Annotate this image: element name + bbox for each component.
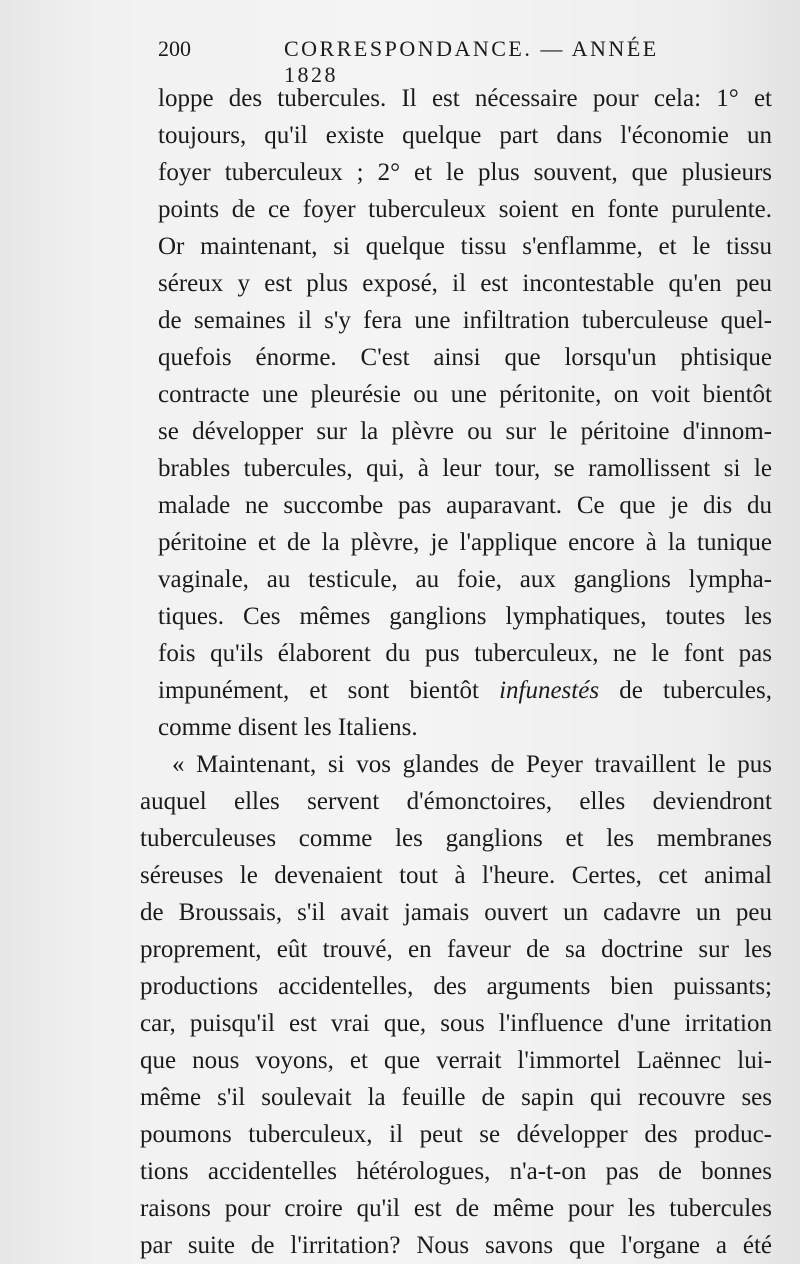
text-line: brables tubercules, qui, à leur tour, se ramollissent si le — [158, 455, 772, 482]
text-line: vaginale, au testicule, au foie, aux ganglions lympha- — [158, 566, 772, 593]
text-line: foyer tuberculeux ; 2° et le plus souvent, que plusieurs — [158, 159, 772, 186]
italic-term: infunestés — [499, 677, 600, 704]
text-line: de semaines il s'y fera une infiltration tuberculeuse quel- — [158, 307, 772, 334]
text-line: toujours, qu'il existe quelque part dans l'économie un — [158, 122, 772, 149]
text-line: que nous voyons, et que verrait l'immortel Laënnec lui- — [140, 1047, 772, 1074]
text-line: malade ne succombe pas auparavant. Ce que je dis du — [158, 492, 772, 519]
paragraph-2 — [140, 746, 772, 1264]
text-line: loppe des tubercules. Il est nécessaire pour cela: 1° et — [158, 85, 772, 112]
running-head — [158, 36, 678, 87]
running-title: CORRESPONDANCE. — ANNÉE 1828 — [284, 36, 659, 87]
text-line: productions accidentelles, des arguments bien puissants; — [140, 973, 772, 1000]
text-line: car, puisqu'il est vrai que, sous l'influence d'une irritation — [140, 1010, 772, 1037]
paragraph-1 — [140, 80, 772, 746]
text-line: contracte une pleurésie ou une péritonite, on voit bientôt — [158, 381, 772, 408]
text-line: proprement, eût trouvé, en faveur de sa doctrine sur les — [140, 936, 772, 963]
text-line-emphasis — [158, 672, 772, 709]
text-line-last: comme disent les Italiens. — [158, 714, 418, 741]
text-line: Or maintenant, si quelque tissu s'enflamme, et le tissu — [158, 233, 772, 260]
text-line: péritoine et de la plèvre, je l'applique encore à la tunique — [158, 529, 772, 556]
text-line: tuberculeuses comme les ganglions et les membranes — [140, 825, 772, 852]
text-line: auquel elles servent d'émonctoires, elles deviendront — [140, 788, 772, 815]
text-run: de tubercules, — [599, 677, 772, 704]
text-run: impunément, et sont bientôt — [158, 677, 500, 704]
text-line: même s'il soulevait la feuille de sapin qui recouvre ses — [140, 1084, 772, 1111]
text-line: fois qu'ils élaborent du pus tuberculeux, ne le font pas — [158, 640, 772, 667]
text-line: séreuses le devenaient tout à l'heure. Certes, cet animal — [140, 862, 772, 889]
text-line: quefois énorme. C'est ainsi que lorsqu'un phtisique — [158, 344, 772, 371]
text-line: par suite de l'irritation? Nous savons que l'organe a été — [140, 1232, 772, 1259]
text-line: points de ce foyer tuberculeux soient en fonte purulente. — [158, 196, 772, 223]
text-line: de Broussais, s'il avait jamais ouvert un cadavre un peu — [140, 899, 772, 926]
page-number: 200 — [158, 36, 191, 61]
text-line: poumons tuberculeux, il peut se développer des produc- — [140, 1121, 772, 1148]
text-line: tiques. Ces mêmes ganglions lymphatiques, toutes les — [158, 603, 772, 630]
text-line: séreux y est plus exposé, il est incontestable qu'en peu — [158, 270, 772, 297]
text-line: tions accidentelles hétérologues, n'a-t-on pas de bonnes — [140, 1158, 772, 1185]
text-line: se développer sur la plèvre ou sur le péritoine d'innom- — [158, 418, 772, 445]
text-line-first: « Maintenant, si vos glandes de Peyer travaillent le pus — [172, 751, 772, 778]
body-text — [140, 80, 772, 1264]
text-line: raisons pour croire qu'il est de même pour les tubercules — [140, 1195, 772, 1222]
